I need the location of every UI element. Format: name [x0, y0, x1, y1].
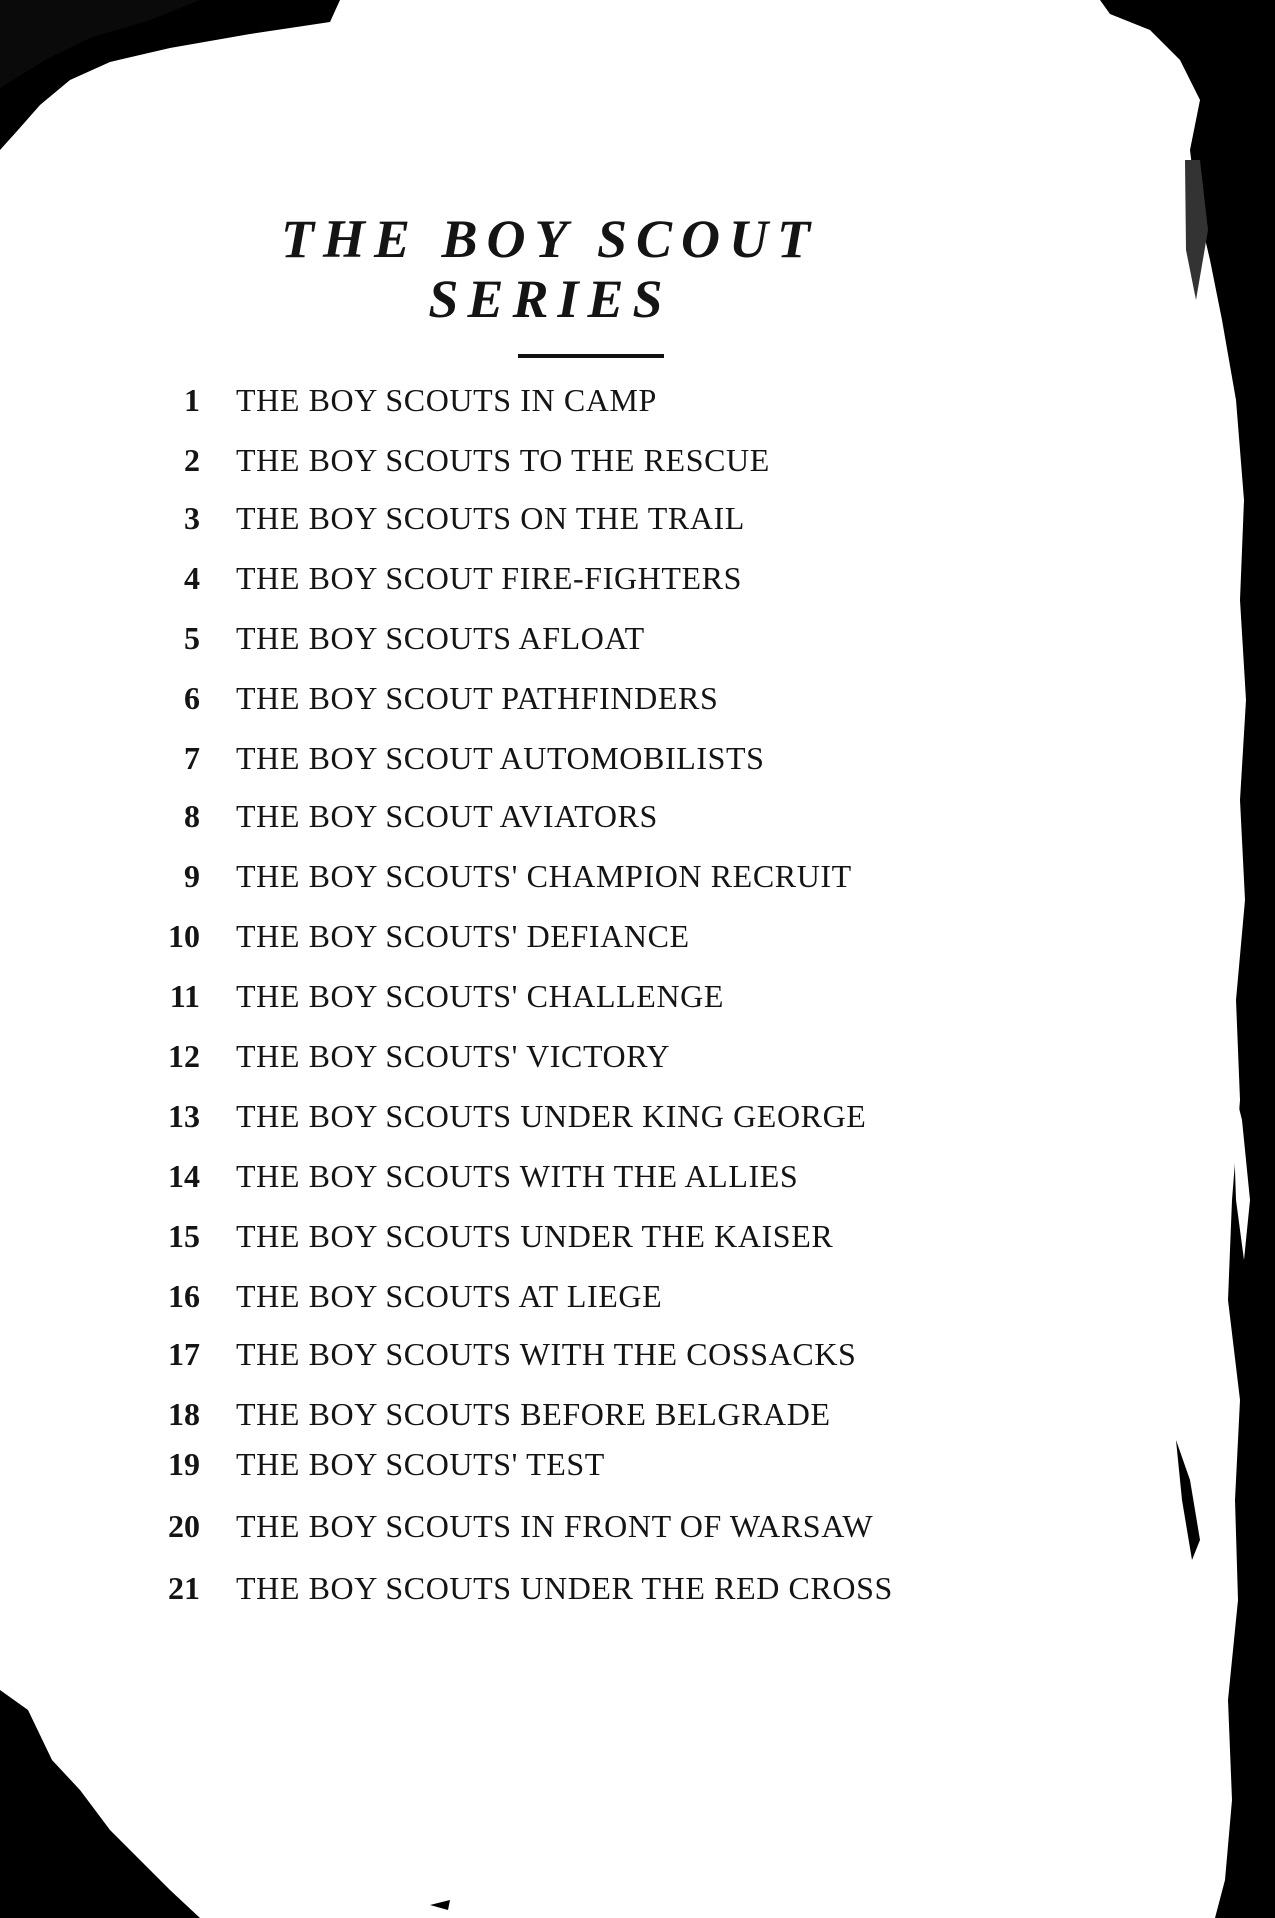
book-number: 20: [168, 1508, 200, 1544]
list-item: [0, 382, 1100, 426]
book-title: THE BOY SCOUTS BEFORE BELGRADE: [236, 1396, 831, 1432]
book-title: THE BOY SCOUTS TO THE RESCUE: [236, 442, 770, 478]
list-item: [0, 740, 1100, 784]
book-title: THE BOY SCOUTS AT LIEGE: [236, 1278, 663, 1314]
book-number: 19: [168, 1446, 200, 1482]
list-item: [0, 1098, 1100, 1142]
list-item: [0, 1158, 1100, 1202]
book-number: 5: [184, 620, 200, 656]
book-title: THE BOY SCOUTS UNDER THE KAISER: [236, 1218, 834, 1254]
list-item: [0, 442, 1100, 486]
list-item: [0, 1396, 1100, 1440]
book-title: THE BOY SCOUTS UNDER KING GEORGE: [236, 1098, 867, 1134]
book-title: THE BOY SCOUTS' CHAMPION RECRUIT: [236, 858, 852, 894]
book-title: THE BOY SCOUT FIRE-FIGHTERS: [236, 560, 743, 596]
title-rule: [518, 354, 664, 358]
book-title: THE BOY SCOUTS' DEFIANCE: [236, 918, 690, 954]
book-number: 18: [168, 1396, 200, 1432]
torn-corner-bottom-left: [0, 1690, 200, 1918]
book-number: 7: [184, 740, 200, 776]
list-item: [0, 500, 1100, 544]
book-number: 2: [184, 442, 200, 478]
book-title: THE BOY SCOUTS IN CAMP: [236, 382, 657, 418]
list-item: [0, 918, 1100, 962]
book-title: THE BOY SCOUTS' CHALLENGE: [236, 978, 725, 1014]
book-number: 10: [168, 918, 200, 954]
list-item: [0, 978, 1100, 1022]
book-number: 12: [168, 1038, 200, 1074]
book-number: 6: [184, 680, 200, 716]
book-number: 4: [184, 560, 200, 596]
series-title-line-2: SERIES: [428, 269, 672, 329]
book-number: 9: [184, 858, 200, 894]
book-number: 14: [168, 1158, 200, 1194]
right-edge-tear-2: [1176, 1440, 1200, 1560]
book-number: 13: [168, 1098, 200, 1134]
list-item: [0, 1446, 1100, 1490]
book-number: 8: [184, 798, 200, 834]
list-item: [0, 560, 1100, 604]
list-item: [0, 858, 1100, 902]
book-number: 21: [168, 1570, 200, 1606]
list-item: [0, 1278, 1100, 1322]
book-number: 1: [184, 382, 200, 418]
book-title: THE BOY SCOUTS ON THE TRAIL: [236, 500, 745, 536]
book-title: THE BOY SCOUT AUTOMOBILISTS: [236, 740, 765, 776]
list-item: [0, 1336, 1100, 1380]
book-number: 3: [184, 500, 200, 536]
list-item: [0, 1038, 1100, 1082]
list-item: [0, 1570, 1100, 1614]
book-title: THE BOY SCOUTS WITH THE COSSACKS: [236, 1336, 857, 1372]
book-title: THE BOY SCOUTS UNDER THE RED CROSS: [236, 1570, 893, 1606]
book-title: THE BOY SCOUTS AFLOAT: [236, 620, 645, 656]
dark-right-edge: [1100, 0, 1275, 1918]
book-number: 16: [168, 1278, 200, 1314]
book-number: 11: [169, 978, 200, 1014]
bottom-mark: [430, 1900, 450, 1910]
list-item: [0, 1218, 1100, 1262]
list-item: [0, 680, 1100, 724]
book-title: THE BOY SCOUT PATHFINDERS: [236, 680, 719, 716]
list-item: [0, 798, 1100, 842]
series-title-line-1: THE BOY SCOUT: [280, 209, 820, 269]
book-number: 15: [168, 1218, 200, 1254]
list-item: [0, 620, 1100, 664]
book-title: THE BOY SCOUTS WITH THE ALLIES: [236, 1158, 799, 1194]
book-title: THE BOY SCOUTS' VICTORY: [236, 1038, 671, 1074]
book-title: THE BOY SCOUTS' TEST: [236, 1446, 605, 1482]
book-title: THE BOY SCOUTS IN FRONT OF WARSAW: [236, 1508, 874, 1544]
book-title: THE BOY SCOUT AVIATORS: [236, 798, 658, 834]
list-item: [0, 1508, 1100, 1552]
book-number: 17: [168, 1336, 200, 1372]
